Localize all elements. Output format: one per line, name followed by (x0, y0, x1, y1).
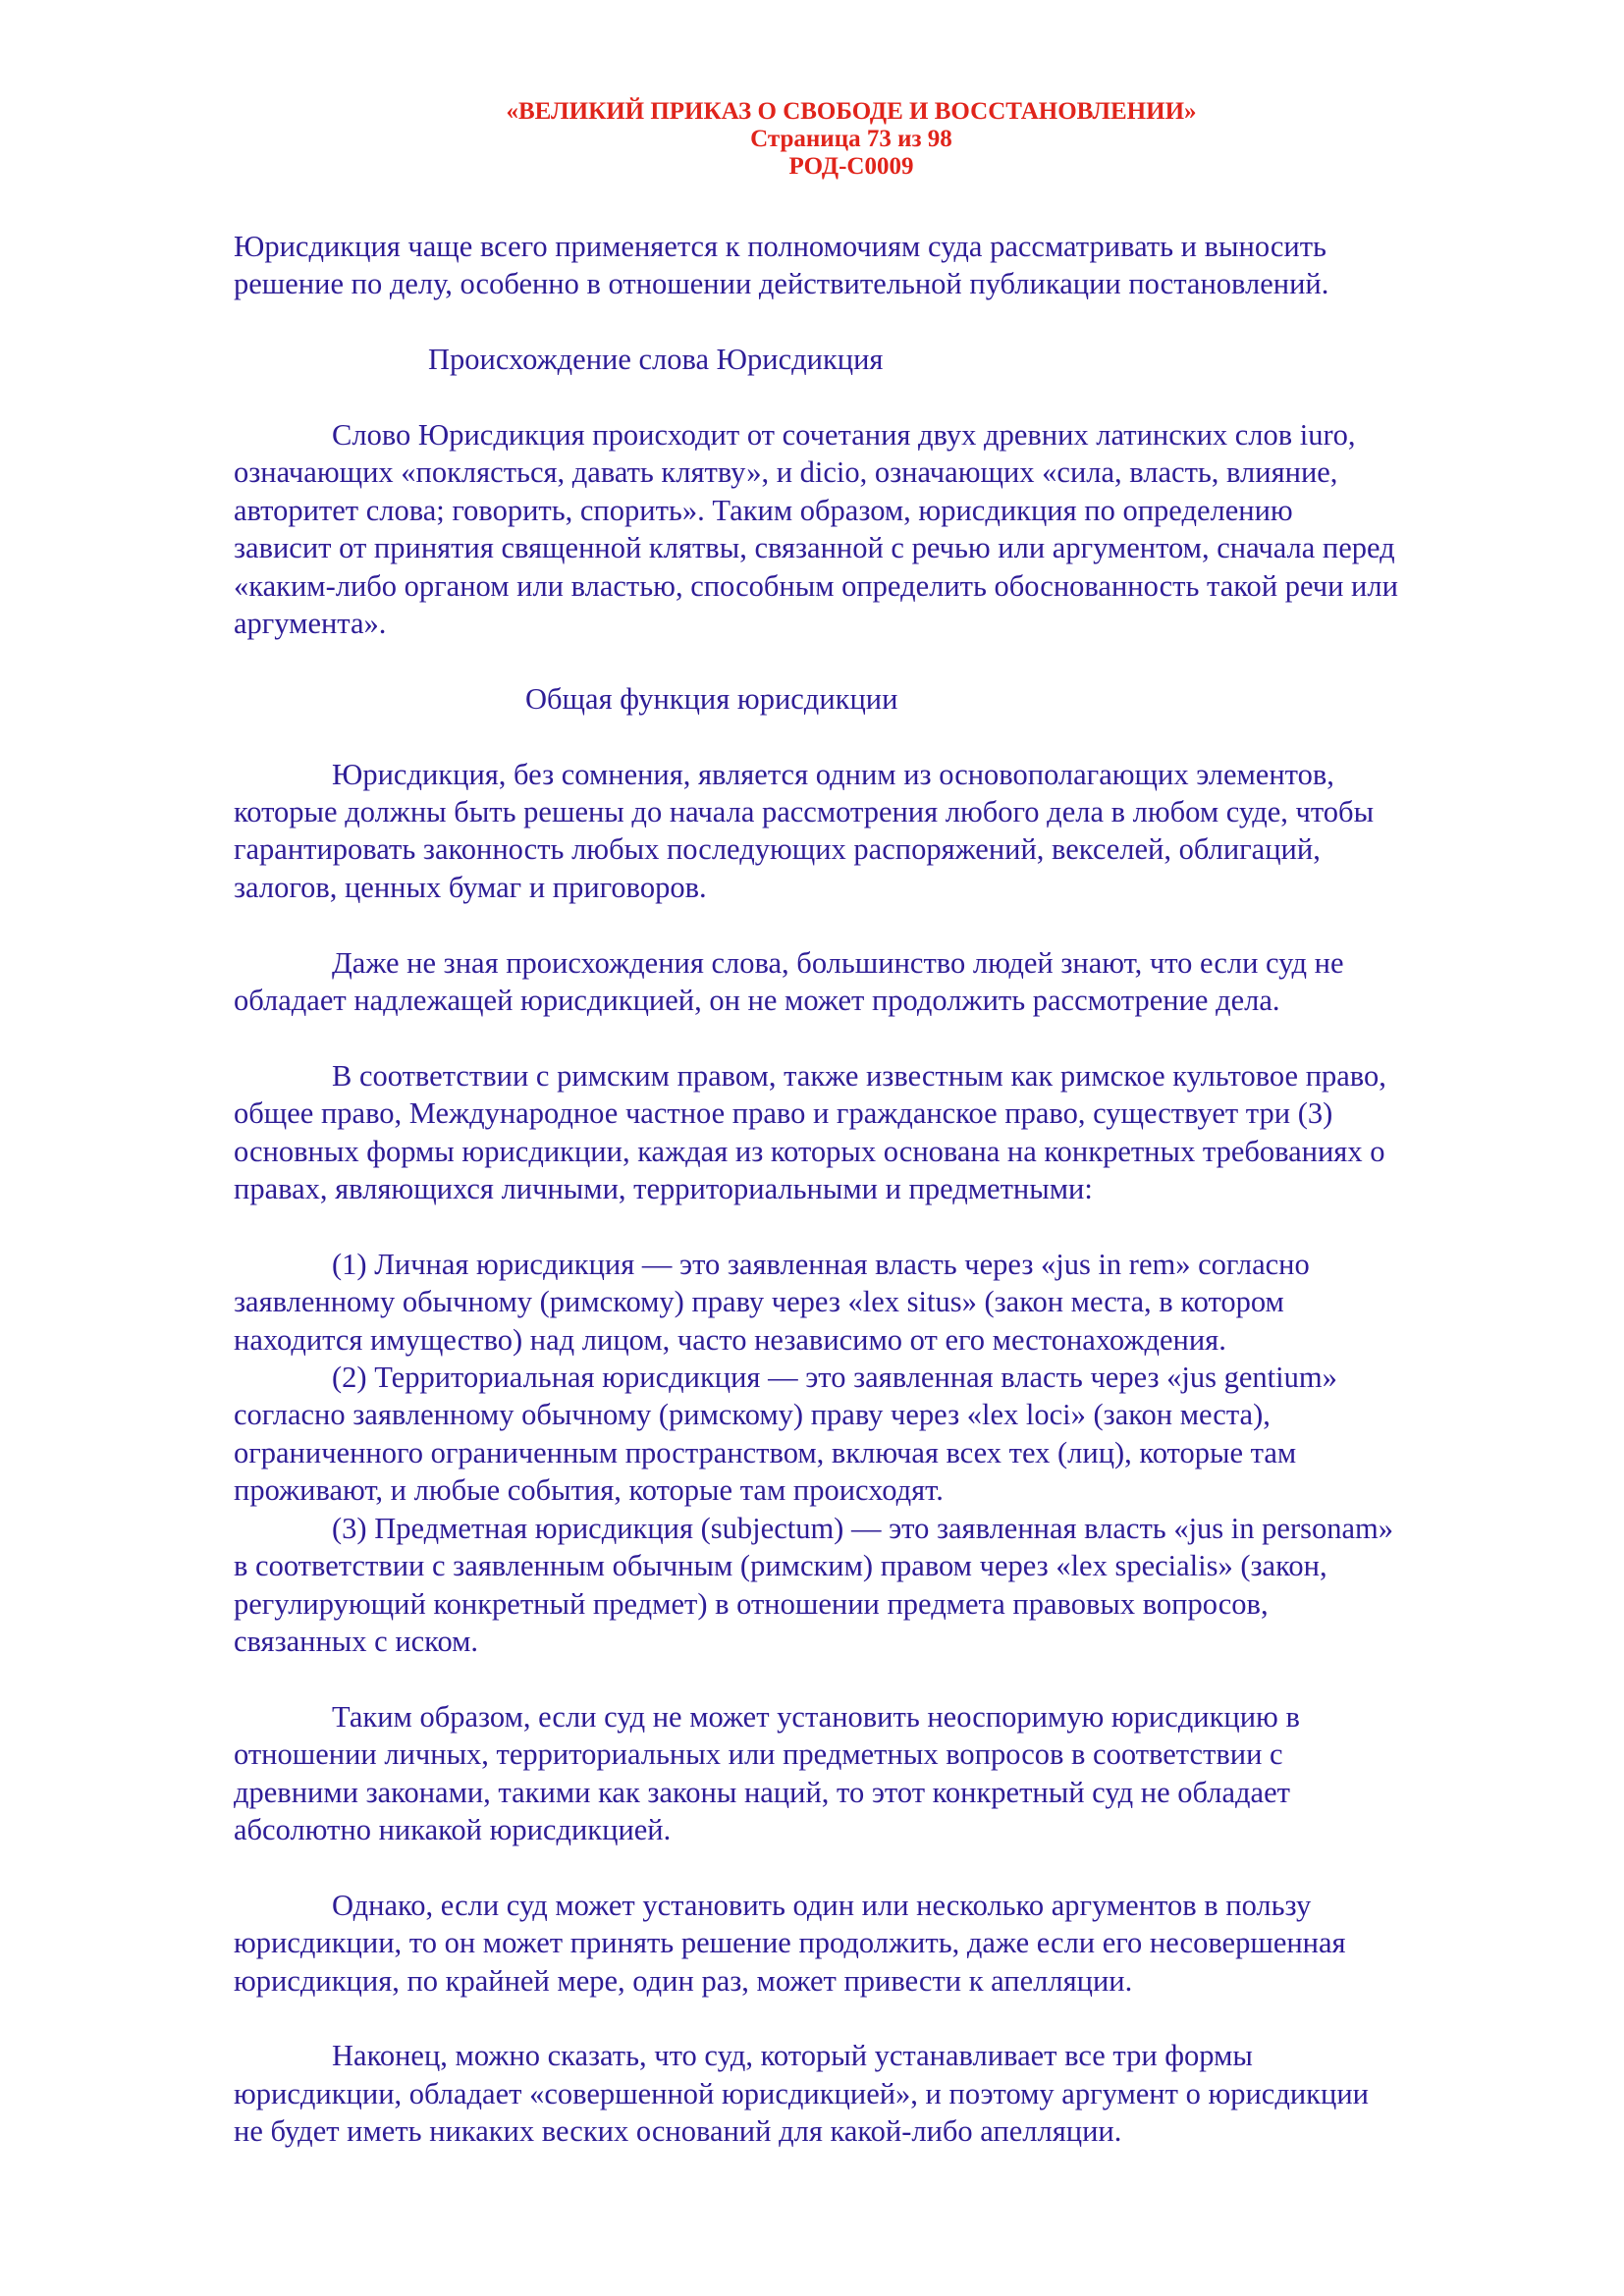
intro-paragraph: Юрисдикция чаще всего применяется к полномочиям суда рассматривать и выносить решение по делу, особенно в отношении действительной публикации постановлений. (234, 230, 1329, 301)
conclusion-paragraph-1: Таким образом, если суд не может установить неоспоримую юрисдикцию в отношении личных, территориальных или предметных вопросов в соответствии с древними законами, такими как законы наций, то этот конкретный суд не обладает абсолютно никакой юрисдикцией. (234, 1699, 1300, 1846)
list-item-territorial: (2) Территориальная юрисдикция — это заявленная власть через «jus gentium» согласно заявленному обычному (римскому) праву через «lex loci» (закон места), ограниченного ограниченным пространством, включая всех тех (лиц), которые там проживают, и любые события, которые там происходят. (234, 1361, 1337, 1508)
conclusion-paragraph-2: Однако, если суд может установить один или несколько аргументов в пользу юрисдикции, то он может принять решение продолжить, даже если его несовершенная юрисдикция, по крайней мере, один раз, может привести к апелляции. (234, 1888, 1346, 1998)
heading-origin: Происхождение слова Юрисдикция (428, 343, 884, 377)
conclusion-paragraph-3: Наконец, можно сказать, что суд, который устанавливает все три формы юрисдикции, обладает «совершенной юрисдикцией», и поэтому аргумент о юрисдикции не будет иметь никаких веских оснований для какой-либо апелляции. (234, 2039, 1369, 2149)
heading-function: Общая функция юрисдикции (525, 681, 898, 716)
list-item-personal: (1) Личная юрисдикция — это заявленная власть через «jus in rem» согласно заявленному обычному (римскому) праву через «lex situs» (закон места, в котором находится имущество) над лицом, часто независимо от его местонахождения. (234, 1247, 1310, 1357)
page-header (0, 98, 1624, 181)
page-number: Страница 73 из 98 (750, 126, 952, 152)
list-item-subject: (3) Предметная юрисдикция (subjectum) — это заявленная власть «jus in personam» в соответствии с заявленным обычным (римским) правом через «lex specialis» (закон, регулирующий конкретный предмет) в отношении предмета правовых вопросов, связанных с иском. (234, 1511, 1393, 1658)
function-paragraph-2: Даже не зная происхождения слова, большинство людей знают, что если суд не обладает надлежащей юрисдикцией, он не может продолжить рассмотрение дела. (234, 945, 1344, 1018)
function-paragraph-1: Юрисдикция, без сомнения, является одним из основополагающих элементов, которые должны быть решены до начала рассмотрения любого дела в любом суде, чтобы гарантировать законность любых последующих распоряжений, векселей, облигаций, залогов, ценных бумаг и приговоров. (234, 757, 1375, 904)
document-code: РОД-C0009 (788, 153, 914, 180)
function-paragraph-3: В соответствии с римским правом, также известным как римское культовое право, общее право, Международное частное право и гражданское право, существует три (3) основных формы юрисдикции, каждая из которых основана на конкретных требованиях о правах, являющихся личными, территориальными и предметными: (234, 1058, 1386, 1206)
document-body (234, 228, 1530, 2151)
origin-paragraph: Слово Юрисдикция происходит от сочетания двух древних латинских слов iuro, означающих «поклясться, давать клятву», и dicio, означающих «сила, власть, влияние, авторитет слова; говорить, спорить». Таким образом, юрисдикция по определению зависит от принятия священной клятвы, связанной с речью или аргументом, сначала перед «каким-либо органом или властью, способным определить обоснованность такой речи или аргумента». (234, 418, 1398, 641)
document-title: «ВЕЛИКИЙ ПРИКАЗ О СВОБОДЕ И ВОССТАНОВЛЕНИИ» (506, 98, 1197, 125)
